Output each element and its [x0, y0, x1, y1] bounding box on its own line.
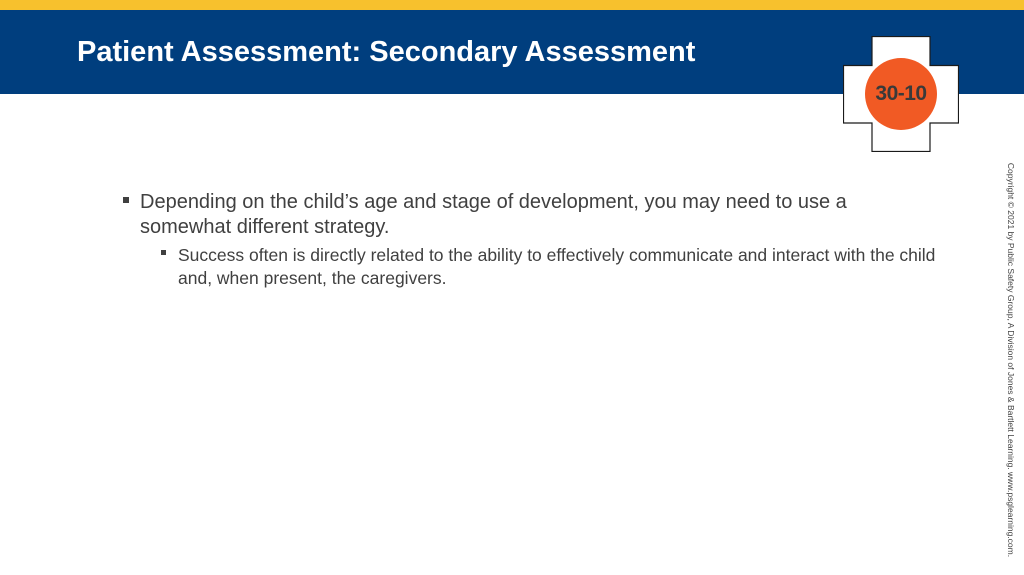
accent-stripe — [0, 0, 1024, 10]
sub-bullet-text: Success often is directly related to the ability to effectively communicate and interact with the child and, when present, the caregivers. — [178, 245, 936, 288]
square-bullet-icon — [123, 197, 129, 203]
slide-number-badge — [843, 36, 959, 152]
bullet-text: Depending on the child’s age and stage of development, you may need to use a somewhat different strategy. — [140, 191, 847, 238]
sub-bullet-item — [158, 244, 940, 290]
content-area — [120, 190, 940, 290]
bullet-item — [120, 190, 940, 240]
slide-number: 30-10 — [875, 82, 927, 105]
slide-title: Patient Assessment: Secondary Assessment — [77, 36, 696, 68]
copyright-notice: Copyright © 2021 by Public Safety Group, A Division of Jones & Bartlett Learning. www.psglearning.com. — [1006, 162, 1016, 558]
square-bullet-icon — [161, 250, 166, 255]
